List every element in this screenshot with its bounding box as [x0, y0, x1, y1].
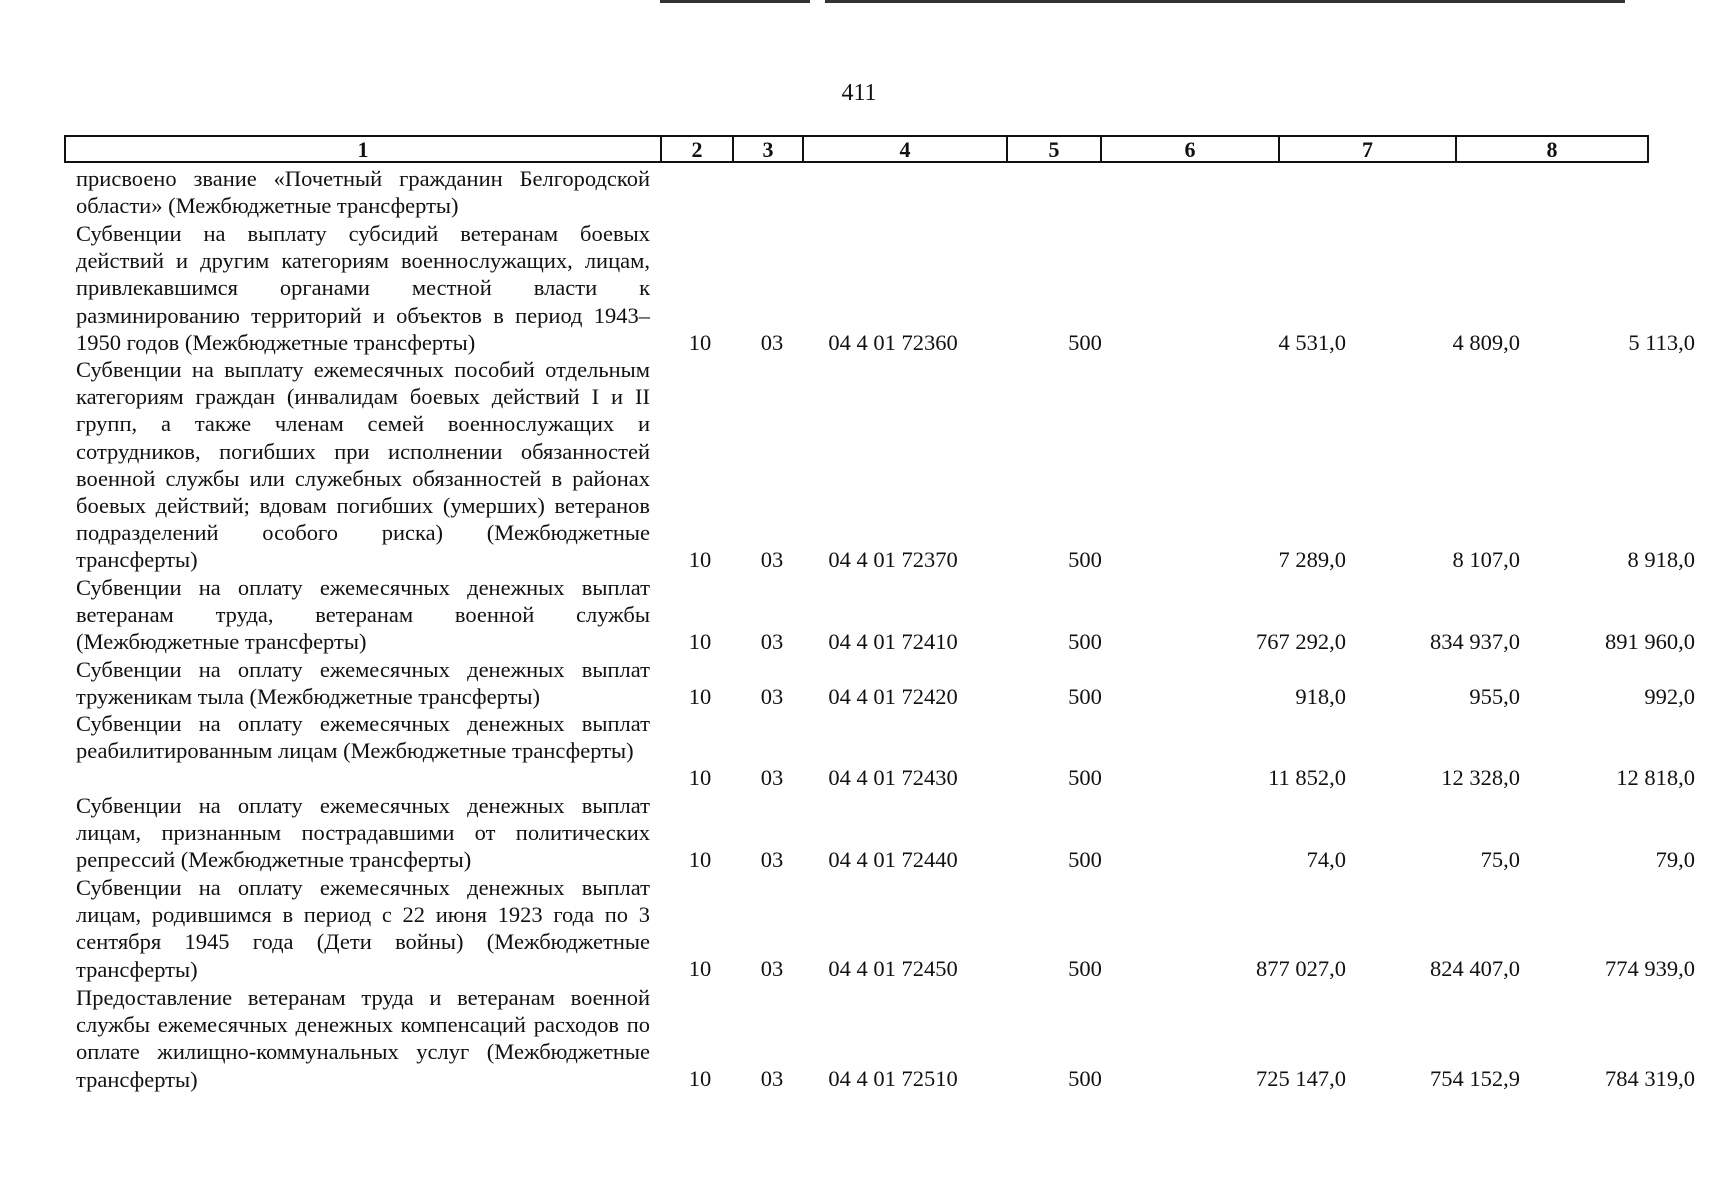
- top-rule-right: [825, 0, 1625, 3]
- row-amount-8: 12 818,0: [1616, 765, 1695, 790]
- row-subsection: 03: [760, 684, 784, 709]
- row-description: Предоставление ветеранам труда и ветеранам военной службы ежемесячных денежных компенсаций расходов по оплате жилищно-коммунальных услуг (Межбюджетные трансферты): [76, 985, 650, 1092]
- row-description: Субвенции на оплату ежемесячных денежных выплат лицам, признанным пострадавшими от политических репрессий (Межбюджетные трансферты): [76, 793, 650, 873]
- page-number: 411: [841, 80, 877, 106]
- row-subsection: 03: [760, 1066, 784, 1091]
- row-amount-7: 75,0: [1480, 847, 1520, 872]
- row-subsection: 03: [760, 956, 784, 981]
- row-section: 10: [688, 330, 712, 355]
- row-target-code: 04 4 01 72510: [828, 1066, 958, 1091]
- row-expense-type: 500: [1068, 629, 1102, 654]
- row-section: 10: [688, 629, 712, 654]
- row-amount-6: 7 289,0: [1278, 547, 1346, 572]
- row-amount-6: 74,0: [1306, 847, 1346, 872]
- row-target-code: 04 4 01 72450: [828, 956, 958, 981]
- row-subsection: 03: [760, 629, 784, 654]
- column-header-6: 6: [1100, 135, 1280, 163]
- row-amount-8: 774 939,0: [1605, 956, 1695, 981]
- row-amount-8: 784 319,0: [1605, 1066, 1695, 1091]
- row-expense-type: 500: [1068, 1066, 1102, 1091]
- row-amount-7: 754 152,9: [1430, 1066, 1520, 1091]
- top-rule-left: [660, 0, 810, 3]
- row-amount-7: 12 328,0: [1441, 765, 1520, 790]
- row-subsection: 03: [760, 847, 784, 872]
- row-target-code: 04 4 01 72360: [828, 330, 958, 355]
- column-header-8: 8: [1455, 135, 1649, 163]
- row-description: Субвенции на выплату субсидий ветеранам боевых действий и другим категориям военнослужащих, лицам, привлекавшимся органами местной власти к разминированию территорий и объектов в период 1943–1950 годов (Межбюджетные трансферты): [76, 221, 650, 355]
- row-amount-6: 918,0: [1295, 684, 1346, 709]
- row-target-code: 04 4 01 72420: [828, 684, 958, 709]
- row-section: 10: [688, 956, 712, 981]
- row-expense-type: 500: [1068, 547, 1102, 572]
- row-section: 10: [688, 1066, 712, 1091]
- row-description: присвоено звание «Почетный гражданин Белгородской области» (Межбюджетные трансферты): [76, 166, 650, 219]
- row-amount-6: 11 852,0: [1268, 765, 1346, 790]
- row-section: 10: [688, 547, 712, 572]
- row-target-code: 04 4 01 72370: [828, 547, 958, 572]
- row-expense-type: 500: [1068, 847, 1102, 872]
- row-description: Субвенции на оплату ежемесячных денежных выплат реабилитированным лицам (Межбюджетные трансферты): [76, 711, 650, 764]
- row-amount-8: 992,0: [1644, 684, 1695, 709]
- row-amount-6: 877 027,0: [1256, 956, 1346, 981]
- row-amount-8: 891 960,0: [1605, 629, 1695, 654]
- row-expense-type: 500: [1068, 330, 1102, 355]
- column-header-1: 1: [64, 135, 662, 163]
- row-amount-7: 834 937,0: [1430, 629, 1520, 654]
- column-header-7: 7: [1278, 135, 1457, 163]
- row-amount-7: 824 407,0: [1430, 956, 1520, 981]
- row-amount-6: 767 292,0: [1256, 629, 1346, 654]
- row-section: 10: [688, 847, 712, 872]
- row-expense-type: 500: [1068, 765, 1102, 790]
- column-header-4: 4: [802, 135, 1008, 163]
- row-amount-6: 725 147,0: [1256, 1066, 1346, 1091]
- column-header-2: 2: [660, 135, 734, 163]
- row-target-code: 04 4 01 72410: [828, 629, 958, 654]
- row-amount-7: 8 107,0: [1452, 547, 1520, 572]
- row-amount-8: 79,0: [1655, 847, 1695, 872]
- row-expense-type: 500: [1068, 956, 1102, 981]
- row-target-code: 04 4 01 72440: [828, 847, 958, 872]
- row-subsection: 03: [760, 765, 784, 790]
- row-amount-7: 955,0: [1469, 684, 1520, 709]
- row-expense-type: 500: [1068, 684, 1102, 709]
- row-amount-8: 8 918,0: [1627, 547, 1695, 572]
- row-amount-6: 4 531,0: [1278, 330, 1346, 355]
- column-header-5: 5: [1006, 135, 1102, 163]
- row-description: Субвенции на оплату ежемесячных денежных выплат лицам, родившимся в период с 22 июня 1923 года по 3 сентября 1945 года (Дети войны) (Межбюджетные трансферты): [76, 875, 650, 982]
- row-section: 10: [688, 684, 712, 709]
- row-amount-8: 5 113,0: [1628, 330, 1695, 355]
- row-description: Субвенции на оплату ежемесячных денежных выплат ветеранам труда, ветеранам военной службы (Межбюджетные трансферты): [76, 575, 650, 655]
- row-subsection: 03: [760, 547, 784, 572]
- row-target-code: 04 4 01 72430: [828, 765, 958, 790]
- row-description: Субвенции на оплату ежемесячных денежных выплат труженикам тыла (Межбюджетные трансферты): [76, 657, 650, 710]
- row-section: 10: [688, 765, 712, 790]
- row-subsection: 03: [760, 330, 784, 355]
- column-header-3: 3: [732, 135, 804, 163]
- row-amount-7: 4 809,0: [1452, 330, 1520, 355]
- row-description: Субвенции на выплату ежемесячных пособий отдельным категориям граждан (инвалидам боевых действий I и II групп, а также членам семей военнослужащих и сотрудников, погибших при исполнении обязанностей военной службы или служебных обязанностей в районах боевых действий; вдовам погибших (умерших) ветеранов подразделений особого риска) (Межбюджетные трансферты): [76, 357, 650, 573]
